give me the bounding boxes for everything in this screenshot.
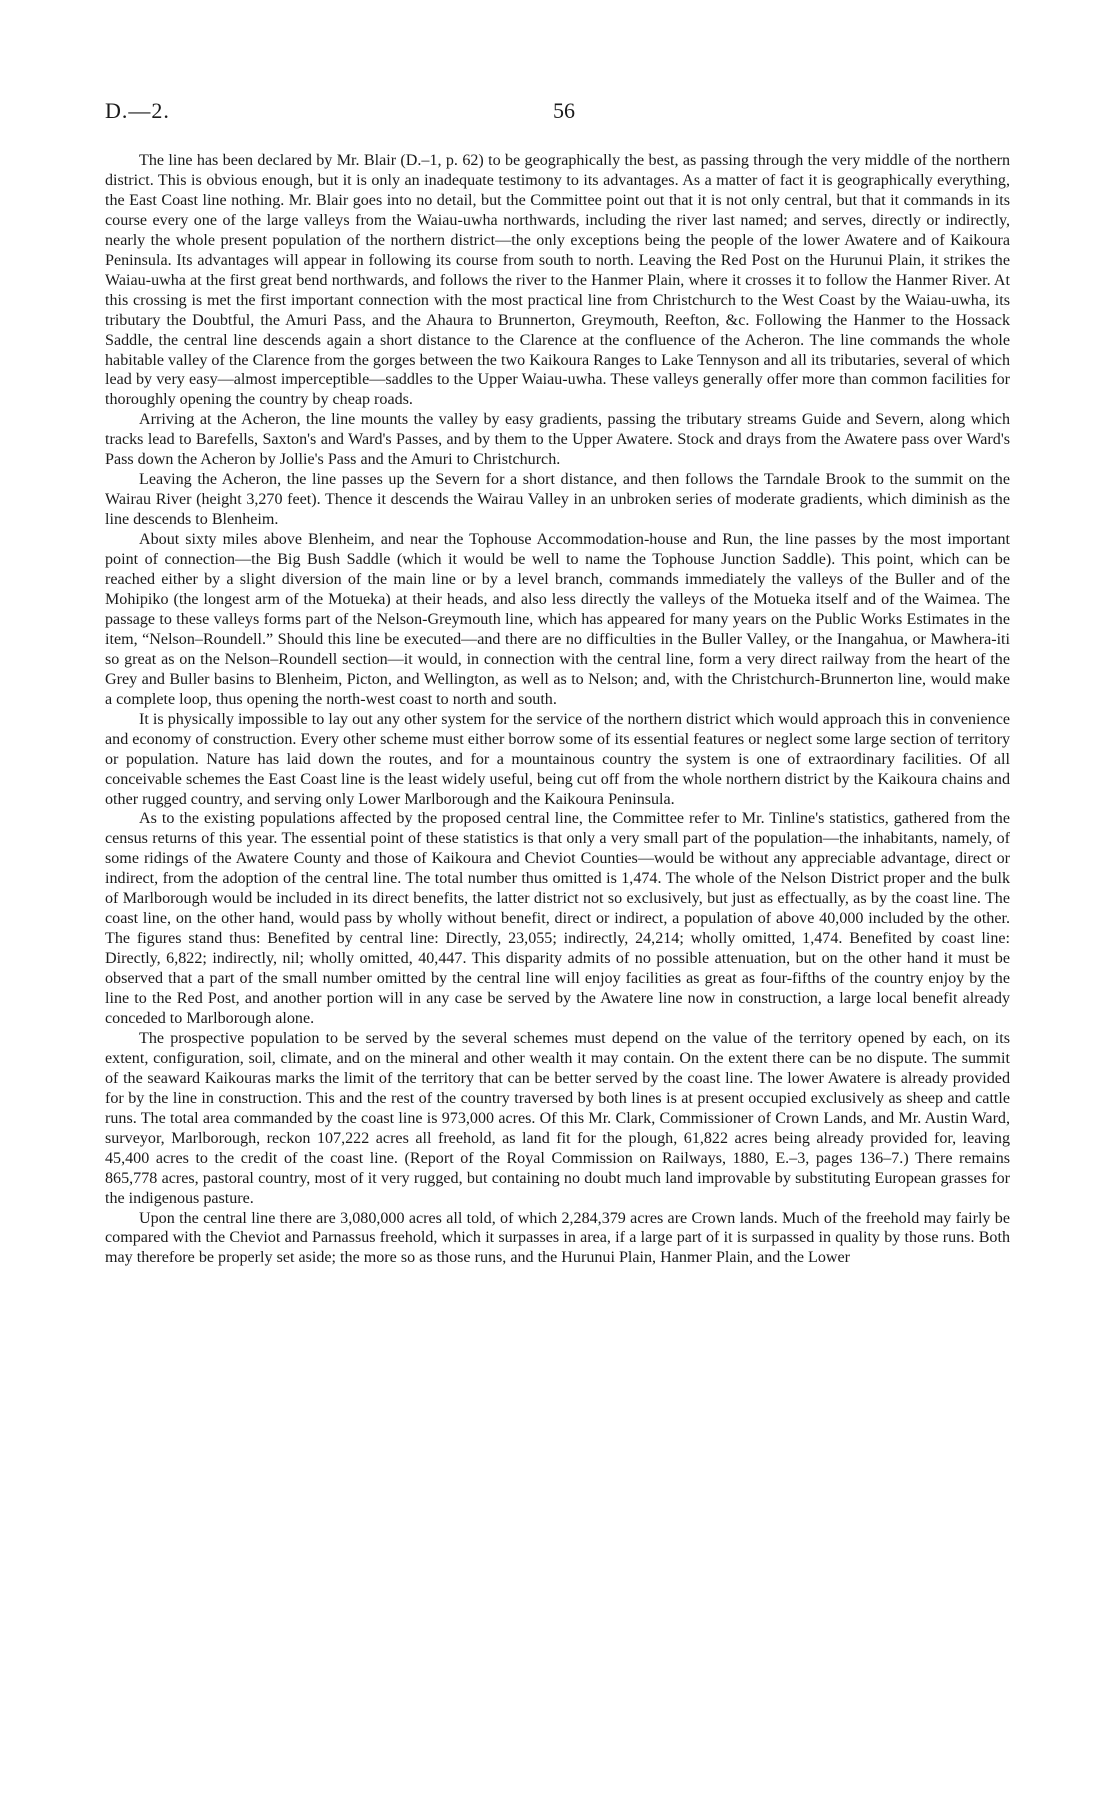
paragraph-acheron: Arriving at the Acheron, the line mounts the valley by easy gradients, passing the tributary streams Guide and Severn, along which tracks lead to Barefells, Saxton's and Ward's Passes, and by them to the Upper Awatere. Stock and drays from the Awatere pass over Ward's Pass down the Acheron by Jollie's Pass and the Amuri to Christchurch.: [105, 411, 1010, 469]
paragraph-central-line-acreage: Upon the central line there are 3,080,000 acres all told, of which 2,284,379 acres are Crown lands. Much of the freehold may fairly be compared with the Cheviot and Parnassus freehold, which it surpasses in area, if a large part of it is surpassed in quality by those runs. Both may therefore be properly set aside; the more so as those runs, and the Hurunui Plain, Hanmer Plain, and the Lower: [105, 1209, 1010, 1267]
paragraph-severn-wairau: Leaving the Acheron, the line passes up the Severn for a short distance, and then follows the Tarndale Brook to the summit on the Wairau River (height 3,270 feet). Thence it descends the Wairau Valley in an unbroken series of moderate gradients, which diminish as the line descends to Blenheim.: [105, 471, 1010, 529]
paragraph-population-statistics: As to the existing populations affected by the proposed central line, the Committee refer to Mr. Tinline's statistics, gathered from the census returns of this year. The essential point of these statistics is that only a very small part of the population—the inhabitants, namely, of some ridings of the Awatere County and those of Kaikoura and Cheviot Counties—would be without any appreciable advantage, direct or indirect, from the adoption of the central line. The total number thus omitted is 1,474. The whole of the Nelson District proper and the bulk of Marlborough would be included in its direct benefits, the latter district not so exclusively, but just as effectually, as by the coast line. The coast line, on the other hand, would pass by wholly without benefit, direct or indirect, a population of above 40,000 included by the other. The figures stand thus: Benefited by central line: Directly, 23,055; indirectly, 24,214; wholly omitted, 1,474. Benefited by coast line: Directly, 6,822; indirectly, nil; wholly omitted, 40,447. This disparity admits of no possible attenuation, but on the other hand it must be observed that a part of the small number omitted by the central line will enjoy facilities as great as four-fifths of the country enjoy by the line to the Red Post, and another portion will in any case be served by the Awatere line now in construction, a large local benefit already conceded to Marlborough alone.: [105, 810, 1010, 1027]
body-text: [105, 151, 1010, 1268]
paragraph-central-line-overview: The line has been declared by Mr. Blair (D.–1, p. 62) to be geographically the best, as passing through the very middle of the northern district. This is obvious enough, but it is only an inadequate testimony to its advantages. As a matter of fact it is geographically everything, the East Coast line nothing. Mr. Blair goes into no detail, but the Committee point out that it is not only central, but that it commands in its course every one of the large valleys from the Waiau-uwha northwards, including the river last named; and serves, directly or indirectly, nearly the whole present population of the northern district—the only exceptions being the people of the lower Awatere and of Kaikoura Peninsula. Its advantages will appear in following its course from south to north. Leaving the Red Post on the Hurunui Plain, it strikes the Waiau-uwha at the first great bend northwards, and follows the river to the Hanmer Plain, where it crosses it to follow the Hanmer River. At this crossing is met the first important connection with the most practical line from Christchurch to the West Coast by the Waiau-uwha, its tributary the Doubtful, the Amuri Pass, and the Ahaura to Brunnerton, Greymouth, Reefton, &c. Following the Hanmer to the Hossack Saddle, the central line descends again a short distance to the Clarence at the confluence of the Acheron. The line commands the whole habitable valley of the Clarence from the gorges between the two Kaikoura Ranges to Lake Tennyson and all its tributaries, several of which lead by very easy—almost imperceptible—saddles to the Upper Waiau-uwha. These valleys generally offer more than common facilities for thoroughly opening the country by cheap roads.: [105, 152, 1010, 409]
paragraph-tophouse-junction: About sixty miles above Blenheim, and near the Tophouse Accommodation-house and Run, the line passes by the most important point of connection—the Big Bush Saddle (which it would be well to name the Tophouse Junction Saddle). This point, which can be reached either by a slight diversion of the main line or by a level branch, commands immediately the valleys of the Buller and of the Mohipiko (the longest arm of the Motueka) at their heads, and also less directly the valleys of the Motueka itself and of the Waimea. The passage to these valleys forms part of the Nelson-Greymouth line, which has appeared for many years on the Public Works Estimates in the item, “Nelson–Roundell.” Should this line be executed—and there are no difficulties in the Buller Valley, or the Inangahua, or Mawhera-iti so great as on the Nelson–Roundell section—it would, in connection with the central line, form a very direct railway from the heart of the Grey and Buller basins to Blenheim, Picton, and Wellington, as well as to Nelson; and, with the Christchurch-Brunnerton line, would make a complete loop, thus opening the north-west coast to north and south.: [105, 531, 1010, 708]
page-header: [105, 98, 1005, 128]
document-reference: D.—2.: [105, 98, 170, 123]
page-number: 56: [553, 98, 575, 123]
paragraph-system-comparison: It is physically impossible to lay out any other system for the service of the northern district which would approach this in convenience and economy of construction. Every other scheme must either borrow some of its essential features or neglect some large section of territory or population. Nature has laid down the routes, and for a mountainous country the system is one of extraordinary facilities. Of all conceivable schemes the East Coast line is the least widely useful, being cut off from the whole northern district by the Kaikoura chains and other rugged country, and serving only Lower Marlborough and the Kaikoura Peninsula.: [105, 710, 1010, 808]
paragraph-prospective-population: The prospective population to be served by the several schemes must depend on the value of the territory opened by each, on its extent, configuration, soil, climate, and on the mineral and other wealth it may contain. On the extent there can be no dispute. The summit of the seaward Kaikouras marks the limit of the territory that can be better served by the coast line. The lower Awatere is already provided for by the line in construction. This and the rest of the country traversed by both lines is at present occupied exclusively as sheep and cattle runs. The total area commanded by the coast line is 973,000 acres. Of this Mr. Clark, Commissioner of Crown Lands, and Mr. Austin Ward, surveyor, Marlborough, reckon 107,222 acres all freehold, as land fit for the plough, 61,822 acres being already provided for, leaving 45,400 acres to the credit of the coast line. (Report of the Royal Commission on Railways, 1880, E.–3, pages 136–7.) There remains 865,778 acres, pastoral country, most of it very rugged, but containing no doubt much land improvable by substituting European grasses for the indigenous pasture.: [105, 1029, 1010, 1207]
